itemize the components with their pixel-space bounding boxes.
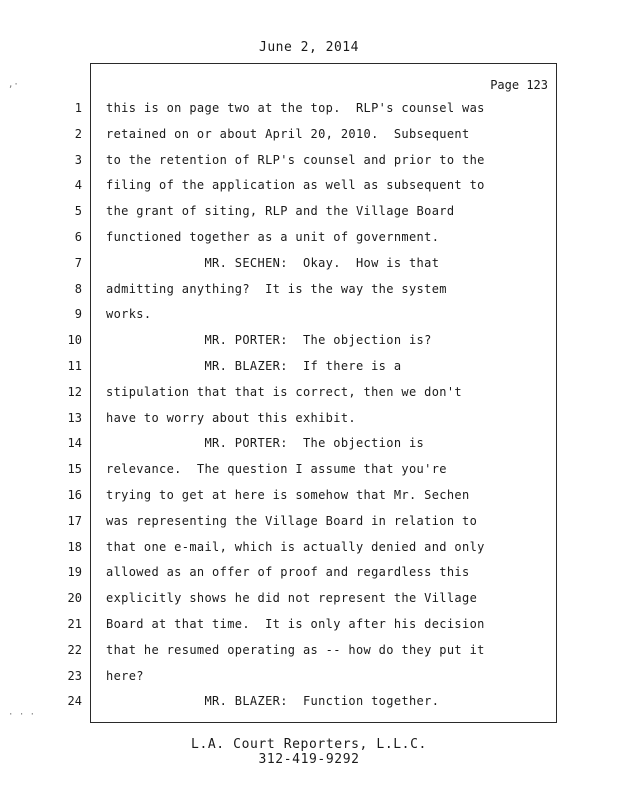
transcript-line-text: explicitly shows he did not represent the Village (106, 591, 478, 605)
line-number: 7 (74, 256, 82, 270)
transcript-line-text: MR. SECHEN: Okay. How is that (106, 256, 440, 270)
transcript-line-text: that he resumed operating as -- how do they put it (106, 643, 485, 657)
line-number: 24 (67, 694, 82, 708)
transcript-line-text: functioned together as a unit of government. (106, 230, 440, 244)
transcript-line-text: that one e-mail, which is actually denied and only (106, 540, 485, 554)
line-number: 19 (67, 565, 82, 579)
line-number: 21 (67, 617, 82, 631)
line-number: 10 (67, 333, 82, 347)
transcript-line-text: retained on or about April 20, 2010. Subsequent (106, 127, 470, 141)
court-reporter-phone: 312-419-9292 (258, 752, 360, 767)
transcript-line-text: stipulation that that is correct, then we don't (106, 385, 463, 399)
transcript-line-text: the grant of siting, RLP and the Village Board (106, 204, 455, 218)
transcript-line-text: MR. BLAZER: Function together. (106, 694, 440, 708)
line-number: 5 (74, 204, 82, 218)
line-number: 11 (67, 359, 82, 373)
line-number: 6 (74, 230, 82, 244)
scan-mark: · · · (8, 710, 36, 720)
transcript-line-text: works. (106, 307, 152, 321)
line-number: 3 (74, 153, 82, 167)
line-number: 1 (74, 101, 82, 115)
court-reporter-company: L.A. Court Reporters, L.L.C. (191, 737, 427, 752)
transcript-line-text: here? (106, 669, 144, 683)
transcript-line-text: admitting anything? It is the way the system (106, 282, 447, 296)
transcript-line-text: this is on page two at the top. RLP's counsel was (106, 101, 485, 115)
line-number: 14 (67, 436, 82, 450)
line-number: 13 (67, 411, 82, 425)
line-number: 22 (67, 643, 82, 657)
line-number: 17 (67, 514, 82, 528)
transcript-line-text: relevance. The question I assume that you're (106, 462, 447, 476)
transcript-date: June 2, 2014 (259, 40, 359, 55)
transcript-line-text: MR. PORTER: The objection is (106, 436, 425, 450)
line-number: 23 (67, 669, 82, 683)
line-number: 9 (74, 307, 82, 321)
transcript-line-text: allowed as an offer of proof and regardless this (106, 565, 470, 579)
line-number: 4 (74, 178, 82, 192)
line-number: 16 (67, 488, 82, 502)
transcript-line-text: filing of the application as well as subsequent to (106, 178, 485, 192)
transcript-line-text: have to worry about this exhibit. (106, 411, 356, 425)
line-number: 18 (67, 540, 82, 554)
line-number: 20 (67, 591, 82, 605)
transcript-line-text: to the retention of RLP's counsel and prior to the (106, 153, 485, 167)
scan-mark: ,· (8, 80, 19, 90)
line-number: 8 (74, 282, 82, 296)
transcript-line-text: was representing the Village Board in relation to (106, 514, 478, 528)
line-number: 2 (74, 127, 82, 141)
transcript-line-text: MR. PORTER: The objection is? (106, 333, 432, 347)
transcript-line-text: MR. BLAZER: If there is a (106, 359, 402, 373)
transcript-line-text: Board at that time. It is only after his decision (106, 617, 485, 631)
line-number: 12 (67, 385, 82, 399)
transcript-line-text: trying to get at here is somehow that Mr. Sechen (106, 488, 470, 502)
line-number: 15 (67, 462, 82, 476)
page-number: Page 123 (490, 78, 548, 92)
